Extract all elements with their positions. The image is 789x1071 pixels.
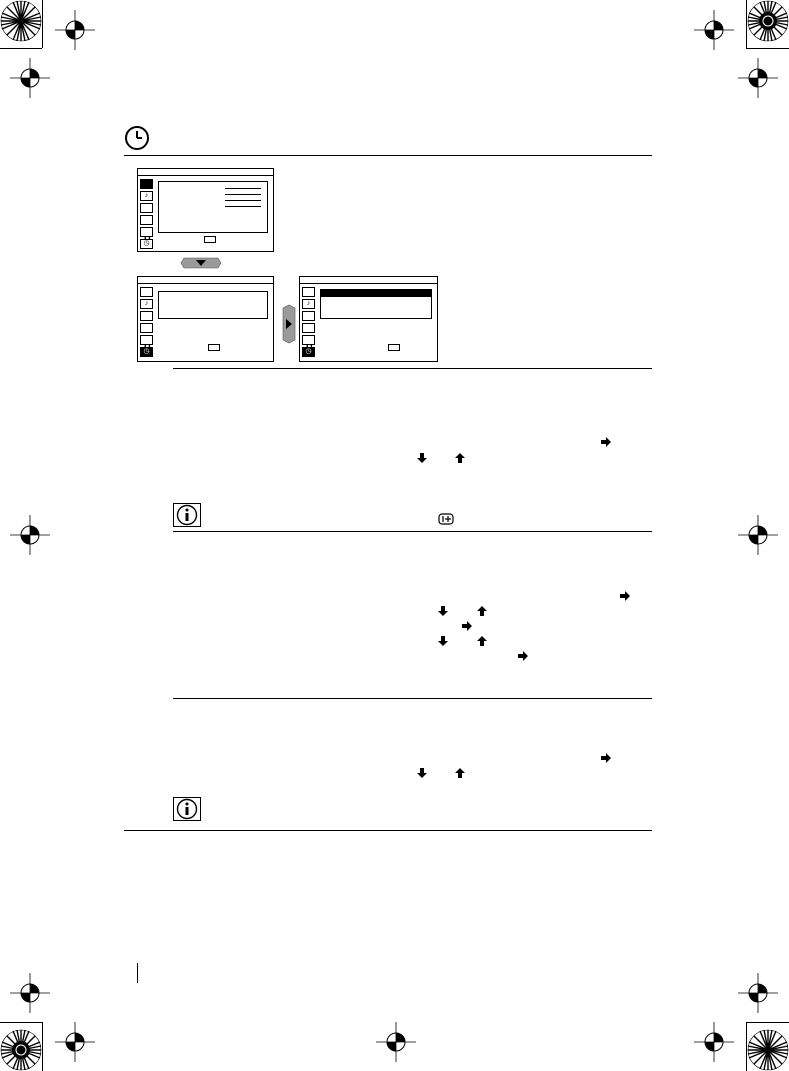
arrow-right-icon bbox=[619, 590, 631, 602]
crosshair-registration-mark bbox=[738, 973, 778, 1013]
menu-footer-button bbox=[388, 344, 400, 351]
features-tab-icon bbox=[140, 215, 153, 225]
sound-tab-icon: ♪ bbox=[140, 299, 153, 309]
crosshair-registration-mark bbox=[10, 973, 50, 1013]
crop-mark bbox=[42, 0, 43, 48]
arrow-right-icon bbox=[461, 620, 473, 632]
arrow-down-icon bbox=[416, 767, 428, 779]
arrow-up-icon bbox=[454, 767, 466, 779]
subsection-rule bbox=[173, 368, 652, 369]
features-tab-icon bbox=[140, 323, 153, 333]
crop-mark bbox=[746, 1022, 789, 1023]
arrow-up-icon bbox=[476, 605, 488, 617]
corner-starburst-mark bbox=[747, 0, 789, 42]
display-button-icon bbox=[438, 513, 454, 525]
crop-mark bbox=[746, 48, 789, 49]
information-icon bbox=[173, 503, 201, 527]
timer-tab-icon: ◷ bbox=[140, 239, 153, 249]
crosshair-registration-mark bbox=[694, 10, 734, 50]
clock-icon bbox=[124, 125, 150, 151]
menu-options-box bbox=[158, 291, 268, 319]
subsection-rule bbox=[173, 531, 652, 532]
crosshair-registration-mark bbox=[55, 1022, 95, 1062]
features-tab-icon bbox=[302, 323, 315, 333]
timer-tab-icon: ◷ bbox=[140, 347, 153, 357]
menu-footer-controls: ◖◗ bbox=[143, 343, 152, 350]
crosshair-registration-mark bbox=[738, 58, 778, 98]
crop-mark bbox=[42, 1022, 43, 1071]
section-footer-rule bbox=[124, 830, 652, 831]
screen-tab-icon bbox=[140, 311, 153, 321]
sound-tab-icon: ♪ bbox=[140, 191, 153, 201]
menu-highlight-bar bbox=[321, 290, 431, 297]
arrow-right-icon bbox=[600, 752, 612, 764]
arrow-down-icon bbox=[437, 635, 449, 647]
picture-tab-icon bbox=[302, 287, 315, 297]
menu-options-box bbox=[320, 289, 432, 319]
menu-screen-picture bbox=[137, 168, 274, 252]
menu-footer-controls: ◖◗ bbox=[305, 343, 314, 350]
menu-screen-timer-submenu bbox=[299, 276, 438, 362]
arrow-right-icon bbox=[600, 436, 612, 448]
crosshair-registration-mark bbox=[694, 1022, 734, 1062]
timer-tab-icon: ◷ bbox=[302, 347, 315, 357]
crosshair-registration-mark bbox=[10, 515, 50, 555]
menu-footer-button bbox=[204, 236, 216, 243]
subsection-rule bbox=[173, 698, 652, 699]
arrow-up-icon bbox=[476, 635, 488, 647]
information-icon bbox=[173, 797, 201, 821]
arrow-down-icon bbox=[437, 605, 449, 617]
crop-mark bbox=[0, 1022, 42, 1023]
menu-screen-timer bbox=[137, 276, 274, 362]
menu-footer-controls: ◖◗ bbox=[143, 235, 152, 242]
screen-tab-icon bbox=[302, 311, 315, 321]
joystick-down-icon bbox=[180, 256, 222, 270]
sound-tab-icon: ♪ bbox=[302, 299, 315, 309]
crop-mark bbox=[746, 0, 747, 48]
arrow-right-icon bbox=[517, 650, 529, 662]
section-header-rule bbox=[124, 155, 652, 156]
crop-mark bbox=[0, 48, 42, 49]
menu-footer-button bbox=[208, 344, 220, 351]
menu-options-box bbox=[158, 181, 268, 233]
picture-tab-icon bbox=[140, 179, 153, 189]
crosshair-registration-mark bbox=[376, 1022, 416, 1062]
arrow-down-icon bbox=[416, 452, 428, 464]
crosshair-registration-mark bbox=[738, 515, 778, 555]
joystick-right-icon bbox=[281, 304, 297, 344]
page-number-marker bbox=[137, 963, 138, 983]
corner-starburst-mark bbox=[0, 0, 42, 42]
crosshair-registration-mark bbox=[55, 10, 95, 50]
corner-starburst-mark bbox=[747, 1029, 789, 1071]
picture-tab-icon bbox=[140, 287, 153, 297]
corner-starburst-mark bbox=[0, 1029, 42, 1071]
screen-tab-icon bbox=[140, 203, 153, 213]
crop-mark bbox=[746, 1022, 747, 1071]
crosshair-registration-mark bbox=[10, 58, 50, 98]
arrow-up-icon bbox=[454, 452, 466, 464]
